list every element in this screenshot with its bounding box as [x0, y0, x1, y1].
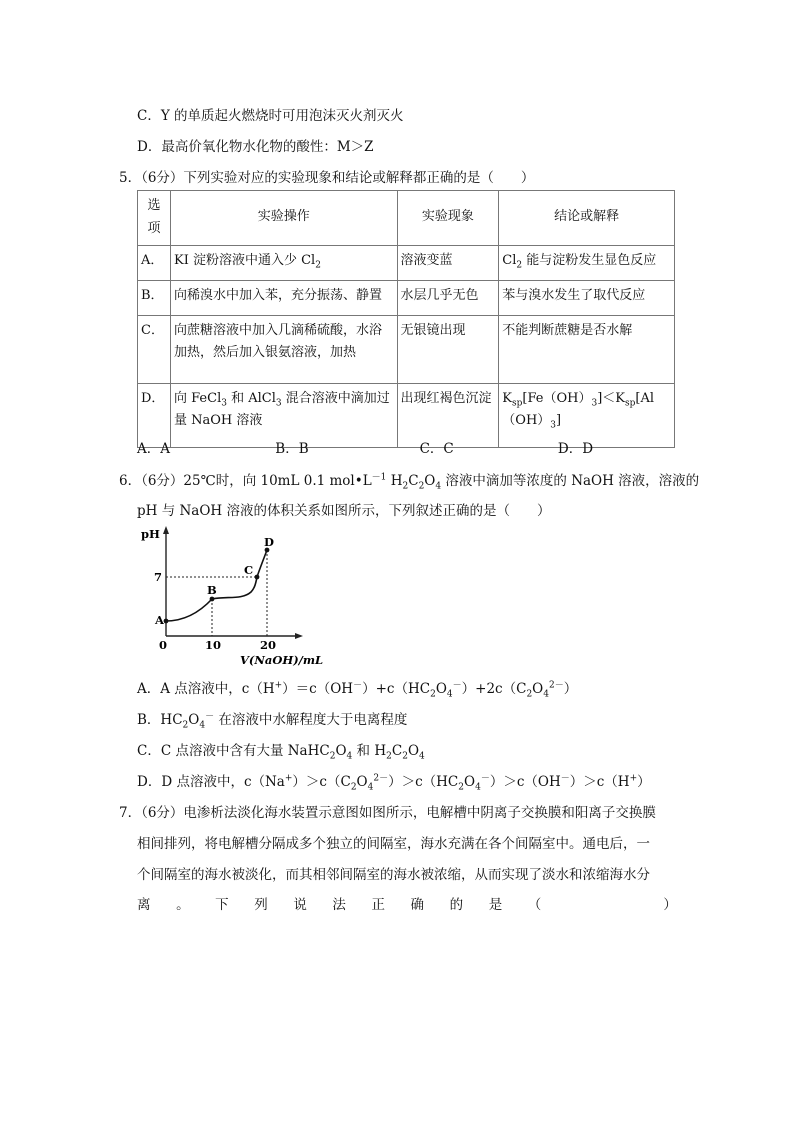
q6-option-c: C．C 点溶液中含有大量 $NaHC_2O_4$ 和 $H_2C_2O_4$ [137, 743, 425, 762]
q6-option-b: B．$HC_2O_4^-$ 在溶液中水解程度大于电离程度 [137, 711, 408, 731]
q7-stem-line1: 7．（6分）电渗析法淡化海水装置示意图如图所示，电解槽中阴离子交换膜和阳离子交换膜 [119, 805, 656, 821]
y-axis-label: pH [141, 527, 160, 541]
row-option: A． [138, 245, 171, 280]
q7-stem-line4 [137, 893, 677, 913]
table-row [138, 280, 675, 315]
point-b [210, 597, 215, 602]
char: 说 [293, 897, 307, 913]
row-conclusion: 苯与溴水发生了取代反应 [499, 280, 675, 315]
q6-option-a: A．A 点溶液中，$c(H^+)=c(OH^-)+c(HC_2O_4^-)+2c(C_2O_4^{2-})$ [137, 680, 578, 700]
q7-stem-line2: 相间排列，将电解槽分隔成多个独立的间隔室，海水充满在各个间隔室中。通电后，一 [137, 836, 650, 852]
answer-d: D．D [557, 441, 594, 457]
row-operation: KI 淀粉溶液中通入少 $Cl_2$ [170, 245, 397, 280]
x-axis-label: V(NaOH)/mL [240, 653, 324, 667]
y-axis-arrow [163, 526, 169, 534]
char: 列 [254, 897, 268, 913]
q7-stem-line3: 个间隔室的海水被淡化，而其相邻间隔室的海水被浓缩，从而实现了淡水和浓缩海水分 [137, 867, 650, 883]
row-phenomenon: 水层几乎无色 [397, 280, 499, 315]
char: 下 [215, 897, 229, 913]
row-conclusion: 不能判断蔗糖是否水解 [499, 315, 675, 383]
row-option: C． [138, 315, 171, 383]
x-tick-10: 10 [205, 638, 222, 652]
header-conclusion: 结论或解释 [499, 191, 675, 246]
row-phenomenon: 溶液变蓝 [397, 245, 499, 280]
label-point-d: D [264, 535, 274, 549]
char: 法 [332, 897, 346, 913]
x-tick-20: 20 [260, 638, 277, 652]
q6-stem-line1: 6．（6分）25℃时，向 10mL 0.1 $mol•L^{-1}$ $H_2C_2O_4$ 溶液中滴加等浓度的 NaOH 溶液，溶液的 [119, 472, 700, 492]
char: 确 [410, 897, 425, 913]
q6-ph-titration-graph [137, 520, 337, 670]
q5-answer-options [137, 437, 593, 457]
header-option: 选项 [138, 191, 171, 246]
answer-a: A．A [137, 441, 170, 457]
row-conclusion: $Cl_2$ 能与淀粉发生显色反应 [499, 245, 675, 280]
q4-option-c: C．Y 的单质起火燃烧时可用泡沫灭火剂灭火 [137, 108, 404, 124]
label-point-a: A [155, 613, 164, 627]
x-tick-0: 0 [159, 638, 168, 652]
q5-table [137, 190, 675, 448]
char: （ [527, 897, 542, 913]
point-c [255, 575, 260, 580]
row-operation: 向蔗糖溶液中加入几滴稀硫酸，水浴加热，然后加入银氨溶液，加热 [170, 315, 397, 383]
row-operation: 向稀溴水中加入苯，充分振荡、静置 [170, 280, 397, 315]
table-row [138, 245, 675, 280]
q5-stem: 5．（6分）下列实验对应的实验现象和结论或解释都正确的是（ ） [119, 170, 535, 186]
table-header-row [138, 191, 675, 246]
label-point-b: B [207, 583, 217, 597]
table-row [138, 315, 675, 383]
label-point-c: C [244, 563, 254, 577]
row-phenomenon: 无银镜出现 [397, 315, 499, 383]
char: 的 [449, 897, 464, 913]
row-phenomenon: 出现红褐色沉淀 [397, 383, 499, 447]
row-option: D． [138, 383, 171, 447]
answer-c: C．C [419, 441, 454, 457]
answer-b: B．B [275, 441, 309, 457]
header-operation: 实验操作 [170, 191, 397, 246]
char: 。 [176, 897, 190, 913]
char: ） [663, 897, 677, 913]
q6-option-d: D．D 点溶液中，$c(Na^+)>c(C_2O_4^{2-})>c(HC_2O_4^-)>c(OH^-)>c(H^+)$ [137, 773, 651, 793]
char: 离 [137, 897, 151, 913]
x-axis-arrow [295, 633, 303, 639]
header-phenomenon: 实验现象 [397, 191, 499, 246]
char: 是 [488, 897, 503, 913]
q6-stem-line2: pH 与 NaOH 溶液的体积关系如图所示，下列叙述正确的是（ ） [137, 503, 551, 519]
row-option: B． [138, 280, 171, 315]
q4-option-d: D．最高价氧化物水化物的酸性：M＞Z [137, 139, 374, 155]
row-conclusion: $K_{sp}[Fe(OH)_3]<K_{sp}[Al(OH)_3]$ [499, 383, 675, 447]
y-tick-7: 7 [154, 570, 163, 584]
row-operation: 向 FeCl$_3$ 和 AlCl$_3$ 混合溶液中滴加过量 NaOH 溶液 [170, 383, 397, 447]
point-a [164, 619, 169, 624]
char: 正 [371, 897, 385, 913]
